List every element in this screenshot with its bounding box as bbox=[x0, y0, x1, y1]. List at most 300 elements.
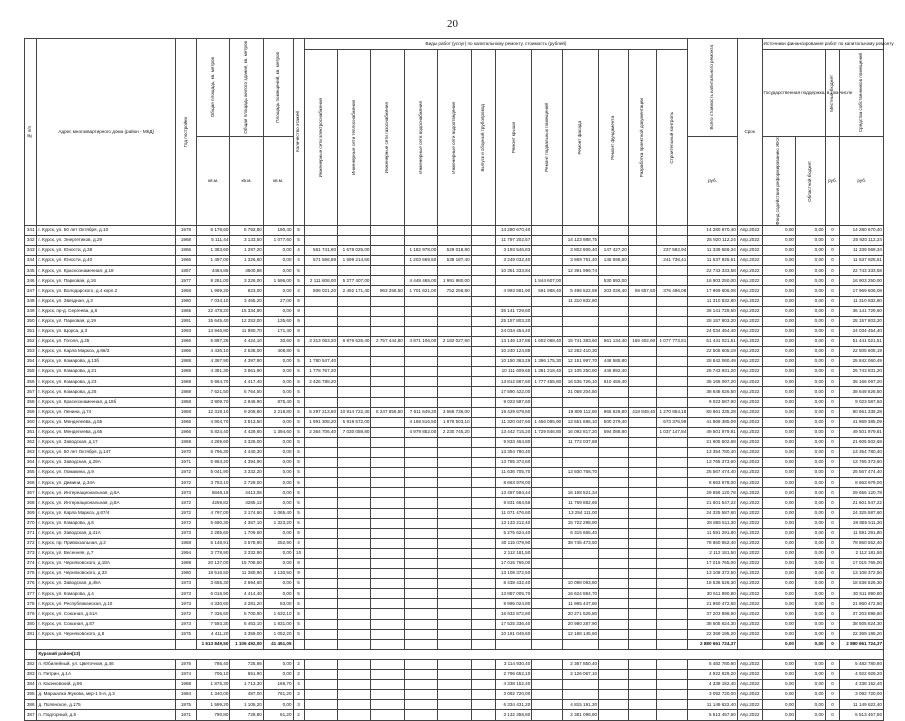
row-address: г. Курск, ул. Заводская, д.45А bbox=[37, 579, 176, 589]
row-work-cost bbox=[599, 508, 629, 518]
col-work-electric: Инженерные сети электроснабжения bbox=[304, 50, 337, 226]
row-fin-owners: 28 855 511,30 bbox=[840, 518, 884, 528]
row-work-cost bbox=[438, 377, 471, 387]
row-area-living: 3285,12 bbox=[230, 498, 263, 508]
row-fin-owners: 49 501 979,81 bbox=[840, 427, 884, 437]
row-total-cost: 18 536 526,30 bbox=[688, 579, 738, 589]
row-work-cost bbox=[628, 528, 656, 538]
row-area-premises: 0,00 bbox=[263, 478, 293, 488]
row-work-cost bbox=[657, 690, 688, 700]
row-work-cost bbox=[532, 619, 563, 629]
row-area-living: 1 326,60 bbox=[230, 256, 263, 266]
row-number: 355 bbox=[25, 367, 37, 377]
row-fin-regional: 0,00 bbox=[795, 397, 825, 407]
row-number: 353 bbox=[25, 347, 37, 357]
row-address: г. Курск, ул. Черняховского, д.33 bbox=[37, 569, 176, 579]
table-row bbox=[25, 458, 884, 468]
row-work-cost bbox=[471, 690, 496, 700]
row-fin-local: 0 bbox=[825, 256, 840, 266]
row-work-cost bbox=[304, 659, 337, 669]
row-area-total: 7 621,50 bbox=[197, 387, 230, 397]
row-work-cost: 59 657,50 bbox=[628, 286, 656, 296]
row-year: 1965 bbox=[175, 306, 196, 316]
row-work-cost bbox=[404, 347, 437, 357]
row-work-cost bbox=[371, 367, 404, 377]
row-work-cost bbox=[304, 629, 337, 639]
row-work-cost bbox=[304, 236, 337, 246]
row-work-cost bbox=[338, 468, 371, 478]
row-work-cost bbox=[532, 548, 563, 558]
row-fin-local: 0 bbox=[825, 447, 840, 457]
row-work-cost bbox=[471, 437, 496, 447]
row-work-cost bbox=[438, 437, 471, 447]
row-area-total: 5 964,70 bbox=[197, 377, 230, 387]
row-year: 1973 bbox=[175, 579, 196, 589]
row-work-cost bbox=[628, 377, 656, 387]
table-row bbox=[25, 619, 884, 629]
row-work-cost bbox=[404, 538, 437, 548]
row-number: 377 bbox=[25, 589, 37, 599]
row-work-cost bbox=[599, 619, 629, 629]
row-storeys: 5 bbox=[293, 266, 304, 276]
row-area-total: 5 148,91 bbox=[197, 538, 230, 548]
row-address: г. Курск, ул. Черняховского, д.8 bbox=[37, 629, 176, 639]
row-term: Апр.2022 bbox=[737, 609, 762, 619]
row-fin-owners: 22 369 195,20 bbox=[840, 629, 884, 639]
row-fin-regional: 0,00 bbox=[795, 528, 825, 538]
row-area-living: 3 281,20 bbox=[230, 599, 263, 609]
row-work-cost bbox=[471, 508, 496, 518]
col-fin-local: Местный бюджет bbox=[825, 50, 840, 137]
row-work-cost bbox=[657, 437, 688, 447]
row-term: Апр.2022 bbox=[737, 367, 762, 377]
row-fin-local: 0 bbox=[825, 488, 840, 498]
row-number: 363 bbox=[25, 447, 37, 457]
row-area-total: 5 041,90 bbox=[197, 468, 230, 478]
row-number: 367 bbox=[25, 488, 37, 498]
row-work-cost bbox=[657, 559, 688, 569]
row-fin-owners: 18 536 526,30 bbox=[840, 579, 884, 589]
row-work-cost bbox=[404, 498, 437, 508]
row-work-cost: 571 566,89 bbox=[304, 256, 337, 266]
row-work-cost bbox=[438, 326, 471, 336]
row-work-cost bbox=[471, 528, 496, 538]
row-area-total: 4 330,60 bbox=[197, 599, 230, 609]
row-area-premises: 0,00 bbox=[263, 589, 293, 599]
row-total-cost: 4 338 152,40 bbox=[688, 680, 738, 690]
row-year: 1973 bbox=[175, 619, 196, 629]
row-work-cost bbox=[438, 236, 471, 246]
row-work-cost bbox=[304, 579, 337, 589]
row-area-living: 3 226,00 bbox=[230, 276, 263, 286]
row-year: 1972 bbox=[175, 498, 196, 508]
row-area-living: 5 792,80 bbox=[230, 225, 263, 235]
row-work-cost bbox=[338, 447, 371, 457]
table-row bbox=[25, 659, 884, 669]
row-work-cost bbox=[304, 589, 337, 599]
row-work-cost: 10 351 333,84 bbox=[496, 266, 532, 276]
row-work-cost: 418 849,40 bbox=[628, 407, 656, 417]
row-fin-owners: 13 354 780,40 bbox=[840, 447, 884, 457]
row-work-cost bbox=[599, 589, 629, 599]
row-work-cost bbox=[371, 377, 404, 387]
row-fin-regional: 0,00 bbox=[795, 518, 825, 528]
row-fin-regional: 0,00 bbox=[795, 659, 825, 669]
row-fin-regional: 0,00 bbox=[795, 306, 825, 316]
col-work-roof: Ремонт крыши bbox=[496, 50, 532, 226]
row-work-cost bbox=[304, 316, 337, 326]
row-address: г. Курск, ул. Комарова, д.13б bbox=[37, 357, 176, 367]
row-total-cost: 5 513 457,60 bbox=[688, 710, 738, 720]
row-fin-owners: 36 141 729,60 bbox=[840, 306, 884, 316]
row-work-cost: 2 230 745,20 bbox=[438, 427, 471, 437]
row-storeys: 4 bbox=[293, 538, 304, 548]
row-work-cost: 13 442 715,20 bbox=[496, 427, 532, 437]
row-work-cost: 25 157 803,20 bbox=[496, 316, 532, 326]
row-work-cost bbox=[599, 458, 629, 468]
row-address: г. Курск, ул. Краснознаменная, д.18 bbox=[37, 266, 176, 276]
row-work-cost bbox=[371, 700, 404, 710]
row-fin-fund: 0,00 bbox=[762, 447, 795, 457]
row-work-cost bbox=[338, 326, 371, 336]
row-work-cost bbox=[338, 367, 371, 377]
table-row bbox=[25, 710, 884, 720]
row-fin-regional: 0,00 bbox=[795, 609, 825, 619]
row-work-cost bbox=[599, 609, 629, 619]
row-work-cost: 5 496 522,68 bbox=[563, 286, 599, 296]
row-work-cost bbox=[628, 225, 656, 235]
row-work-cost: 13 765 373,60 bbox=[496, 458, 532, 468]
row-work-cost bbox=[338, 528, 371, 538]
row-term: Апр.2022 bbox=[737, 437, 762, 447]
group-title: Курский район(13) bbox=[37, 649, 884, 659]
row-work-cost bbox=[599, 700, 629, 710]
row-work-cost: 448 585,80 bbox=[599, 357, 629, 367]
row-work-cost bbox=[471, 407, 496, 417]
row-storeys: 5 bbox=[293, 447, 304, 457]
row-fin-regional: 0,00 bbox=[795, 579, 825, 589]
row-work-cost bbox=[338, 478, 371, 488]
row-work-cost bbox=[471, 417, 496, 427]
row-area-premises: 1 596,00 bbox=[263, 276, 293, 286]
row-work-cost bbox=[628, 266, 656, 276]
row-total-cost: 30 511 890,80 bbox=[688, 589, 738, 599]
row-work-cost bbox=[404, 710, 437, 720]
row-fin-regional: 0,00 bbox=[795, 589, 825, 599]
row-fin-fund: 0,00 bbox=[762, 478, 795, 488]
row-number: 349 bbox=[25, 306, 37, 316]
row-work-cost: 446 892,40 bbox=[599, 367, 629, 377]
row-work-cost bbox=[404, 589, 437, 599]
row-work-cost bbox=[338, 306, 371, 316]
row-work-cost bbox=[657, 538, 688, 548]
row-fin-local: 0 bbox=[825, 387, 840, 397]
row-area-total: 1 513 849,50 bbox=[197, 639, 230, 649]
row-work-cost: 38 745 473,50 bbox=[563, 538, 599, 548]
row-storeys: 2 bbox=[293, 690, 304, 700]
row-storeys: 5 bbox=[293, 377, 304, 387]
row-fin-regional: 0,00 bbox=[795, 569, 825, 579]
row-fin-fund: 0,00 bbox=[762, 680, 795, 690]
row-work-cost: 2 182 027,60 bbox=[438, 336, 471, 346]
row-work-cost bbox=[304, 508, 337, 518]
row-work-cost bbox=[404, 468, 437, 478]
row-work-cost bbox=[657, 569, 688, 579]
row-work-cost bbox=[628, 488, 656, 498]
row-work-cost bbox=[532, 559, 563, 569]
row-fin-local: 0 bbox=[825, 538, 840, 548]
row-work-cost bbox=[304, 710, 337, 720]
row-work-cost bbox=[404, 690, 437, 700]
state-support-header: Государственная поддержка, в том числе bbox=[762, 50, 825, 137]
row-work-cost bbox=[628, 589, 656, 599]
row-fin-fund: 0,00 bbox=[762, 690, 795, 700]
row-work-cost bbox=[657, 639, 688, 649]
row-address: г. Курск, ул. 50 лет Октября, д.147 bbox=[37, 447, 176, 457]
table-row bbox=[25, 397, 884, 407]
row-work-cost bbox=[563, 569, 599, 579]
row-area-total: 5848,18 bbox=[197, 488, 230, 498]
row-area-living: 1 297,20 bbox=[230, 246, 263, 256]
row-fin-owners: 16 903 250,00 bbox=[840, 276, 884, 286]
row-area-living: 3 578,90 bbox=[230, 538, 263, 548]
row-total-cost: 38 505 624,30 bbox=[688, 619, 738, 629]
row-storeys: 5 bbox=[293, 357, 304, 367]
row-work-cost bbox=[438, 639, 471, 649]
row-work-cost bbox=[628, 569, 656, 579]
row-work-cost bbox=[532, 397, 563, 407]
row-year: 1973 bbox=[175, 528, 196, 538]
row-address: д. Полянское, д.175 bbox=[37, 700, 176, 710]
row-area-living: 9 208,80 bbox=[230, 407, 263, 417]
row-fin-owners: 5 513 457,60 bbox=[840, 710, 884, 720]
row-work-cost bbox=[404, 609, 437, 619]
row-area-premises: 0,00 bbox=[263, 488, 293, 498]
row-fin-owners: 24 034 454,40 bbox=[840, 326, 884, 336]
row-fin-owners: 4 922 929,20 bbox=[840, 670, 884, 680]
row-number: 373 bbox=[25, 548, 37, 558]
row-work-cost: 3 313 063,20 bbox=[304, 336, 337, 346]
row-work-cost bbox=[471, 276, 496, 286]
table-row bbox=[25, 488, 884, 498]
row-fin-local: 0 bbox=[825, 589, 840, 599]
row-work-cost: 3 802 806,40 bbox=[563, 246, 599, 256]
row-work-cost: 14 280 670,40 bbox=[496, 225, 532, 235]
row-work-cost bbox=[438, 528, 471, 538]
row-area-premises: 0,00 bbox=[263, 670, 293, 680]
row-number: 350 bbox=[25, 316, 37, 326]
row-area-total: 790,80 bbox=[197, 710, 230, 720]
row-storeys: 5 bbox=[293, 427, 304, 437]
row-year: 1968 bbox=[175, 236, 196, 246]
row-work-cost bbox=[532, 609, 563, 619]
row-work-cost bbox=[371, 225, 404, 235]
row-work-cost: 20 980 287,90 bbox=[563, 619, 599, 629]
row-work-cost bbox=[438, 579, 471, 589]
row-work-cost bbox=[563, 326, 599, 336]
row-year: 1966 bbox=[175, 347, 196, 357]
row-work-cost bbox=[304, 296, 337, 306]
row-total-cost: 2 880 661 724,37 bbox=[688, 639, 738, 649]
row-total-cost: 2 112 181,50 bbox=[688, 548, 738, 558]
unit-total-cost: руб. bbox=[688, 137, 738, 226]
row-address: г. Курск, ул. Комарова, д.25 bbox=[37, 387, 176, 397]
row-year: 1968 bbox=[175, 397, 196, 407]
row-work-cost bbox=[563, 306, 599, 316]
row-work-cost bbox=[338, 629, 371, 639]
row-work-cost bbox=[438, 670, 471, 680]
row-area-total: 7 336,60 bbox=[197, 609, 230, 619]
row-number: 342 bbox=[25, 236, 37, 246]
row-work-cost: 13 551 686,10 bbox=[563, 417, 599, 427]
row-work-cost bbox=[438, 619, 471, 629]
row-work-cost bbox=[628, 347, 656, 357]
row-work-cost bbox=[304, 437, 337, 447]
row-work-cost: 11 320 047,60 bbox=[496, 417, 532, 427]
row-work-cost bbox=[471, 680, 496, 690]
row-work-cost bbox=[371, 488, 404, 498]
row-work-cost bbox=[404, 670, 437, 680]
row-address: г. Курск, ул. Республиканская, д.10 bbox=[37, 599, 176, 609]
row-fin-owners: 21 601 547,22 bbox=[840, 498, 884, 508]
row-work-cost bbox=[371, 478, 404, 488]
row-fin-local: 0 bbox=[825, 629, 840, 639]
row-fin-owners: 3 092 720,00 bbox=[840, 690, 884, 700]
row-number: 352 bbox=[25, 336, 37, 346]
table-row bbox=[25, 690, 884, 700]
row-total-cost: 41 869 385,09 bbox=[688, 417, 738, 427]
row-term: Апр.2022 bbox=[737, 266, 762, 276]
row-storeys: 5 bbox=[293, 336, 304, 346]
row-year: 1958 bbox=[175, 286, 196, 296]
row-fin-regional: 0,00 bbox=[795, 326, 825, 336]
row-work-cost bbox=[371, 246, 404, 256]
row-work-cost bbox=[628, 326, 656, 336]
row-work-cost: 1 077 773,51 bbox=[657, 336, 688, 346]
row-fin-local: 0 bbox=[825, 276, 840, 286]
row-work-cost bbox=[532, 569, 563, 579]
row-number: 354 bbox=[25, 357, 37, 367]
row-work-cost bbox=[563, 316, 599, 326]
row-area-premises: 41 451,05 bbox=[263, 639, 293, 649]
row-year: 1958 bbox=[175, 407, 196, 417]
row-fin-regional: 0,00 bbox=[795, 357, 825, 367]
row-area-total: 5 111,44 bbox=[197, 236, 230, 246]
row-number: 362 bbox=[25, 437, 37, 447]
row-area-living: 2 729,00 bbox=[230, 478, 263, 488]
row-fin-owners: 22 743 333,58 bbox=[840, 266, 884, 276]
row-year: 1970 bbox=[175, 447, 196, 457]
row-total-cost: 11 149 622,40 bbox=[688, 700, 738, 710]
row-work-cost bbox=[304, 690, 337, 700]
row-area-living: 3 332,20 bbox=[230, 468, 263, 478]
row-year: 1973 bbox=[175, 599, 196, 609]
row-term: Апр.2022 bbox=[737, 710, 762, 720]
row-work-cost bbox=[371, 427, 404, 437]
row-work-cost: 12 105 250,60 bbox=[563, 367, 599, 377]
row-work-cost bbox=[404, 266, 437, 276]
row-total-cost: 14 280 670,40 bbox=[688, 225, 738, 235]
row-work-cost: 673 376,99 bbox=[657, 417, 688, 427]
row-fin-owners: 21 605 502,68 bbox=[840, 437, 884, 447]
row-fin-fund: 0,00 bbox=[762, 367, 795, 377]
row-total-cost: 4 922 929,20 bbox=[688, 670, 738, 680]
row-area-living: 2 694,60 bbox=[230, 579, 263, 589]
row-area-total: 7 593,30 bbox=[197, 619, 230, 629]
row-area-premises: 30,60 bbox=[263, 336, 293, 346]
row-year: 1988 bbox=[175, 377, 196, 387]
row-number: 366 bbox=[25, 478, 37, 488]
row-fin-fund: 0,00 bbox=[762, 589, 795, 599]
col-number: № п/п bbox=[25, 39, 37, 226]
row-work-cost bbox=[628, 518, 656, 528]
row-work-cost bbox=[371, 548, 404, 558]
row-work-cost bbox=[471, 377, 496, 387]
table-row bbox=[25, 559, 884, 569]
row-work-cost: 6 315 665,40 bbox=[563, 528, 599, 538]
row-work-cost bbox=[304, 387, 337, 397]
row-work-cost: 9 995 024,80 bbox=[496, 599, 532, 609]
row-work-cost: 9 833 464,80 bbox=[496, 437, 532, 447]
row-total-cost: 13 765 373,60 bbox=[688, 458, 738, 468]
row-total-cost: 25 157 803,20 bbox=[688, 316, 738, 326]
row-fin-regional: 0,00 bbox=[795, 427, 825, 437]
row-work-cost: 2 367 850,40 bbox=[563, 659, 599, 669]
row-number: 344 bbox=[25, 256, 37, 266]
row-work-cost bbox=[438, 498, 471, 508]
row-work-cost bbox=[471, 326, 496, 336]
row-year: 1993 bbox=[175, 326, 196, 336]
row-work-cost bbox=[438, 468, 471, 478]
row-work-cost bbox=[471, 458, 496, 468]
row-work-cost: 40 115 079,90 bbox=[496, 538, 532, 548]
table-row bbox=[25, 316, 884, 326]
row-storeys: 5 bbox=[293, 367, 304, 377]
row-work-cost bbox=[532, 629, 563, 639]
row-term: Апр.2022 bbox=[737, 690, 762, 700]
row-work-cost bbox=[338, 518, 371, 528]
row-work-cost bbox=[471, 256, 496, 266]
row-fin-fund: 0,00 bbox=[762, 296, 795, 306]
row-term: Апр.2022 bbox=[737, 619, 762, 629]
table-row bbox=[25, 508, 884, 518]
table-row bbox=[25, 680, 884, 690]
row-area-living: 2 946,90 bbox=[230, 397, 263, 407]
row-fin-fund: 0,00 bbox=[762, 468, 795, 478]
row-address: г. Курск, ул. Щорса, д.3 bbox=[37, 326, 176, 336]
row-term: Апр.2022 bbox=[737, 377, 762, 387]
row-address bbox=[37, 639, 176, 649]
row-work-cost: 529 018,80 bbox=[438, 246, 471, 256]
row-year: 1977 bbox=[175, 276, 196, 286]
row-area-living: 4 417,40 bbox=[230, 377, 263, 387]
row-work-cost bbox=[471, 266, 496, 276]
row-term: Апр.2022 bbox=[737, 225, 762, 235]
row-work-cost: 12 262 410,30 bbox=[563, 347, 599, 357]
row-work-cost bbox=[371, 236, 404, 246]
row-fin-local: 0 bbox=[825, 286, 840, 296]
row-area-total: 1 383,60 bbox=[197, 246, 230, 256]
row-address: г. Курск, ул. Гоголя, д.25 bbox=[37, 336, 176, 346]
table-row bbox=[25, 387, 884, 397]
col-term: Срок bbox=[737, 39, 762, 226]
row-number: 351 bbox=[25, 326, 37, 336]
row-fin-fund: 0,00 bbox=[762, 246, 795, 256]
row-fin-local: 0 bbox=[825, 347, 840, 357]
row-area-premises: 0,00 bbox=[263, 528, 293, 538]
row-work-cost: 20 271 525,80 bbox=[563, 609, 599, 619]
row-fin-owners: 78 860 552,40 bbox=[840, 538, 884, 548]
